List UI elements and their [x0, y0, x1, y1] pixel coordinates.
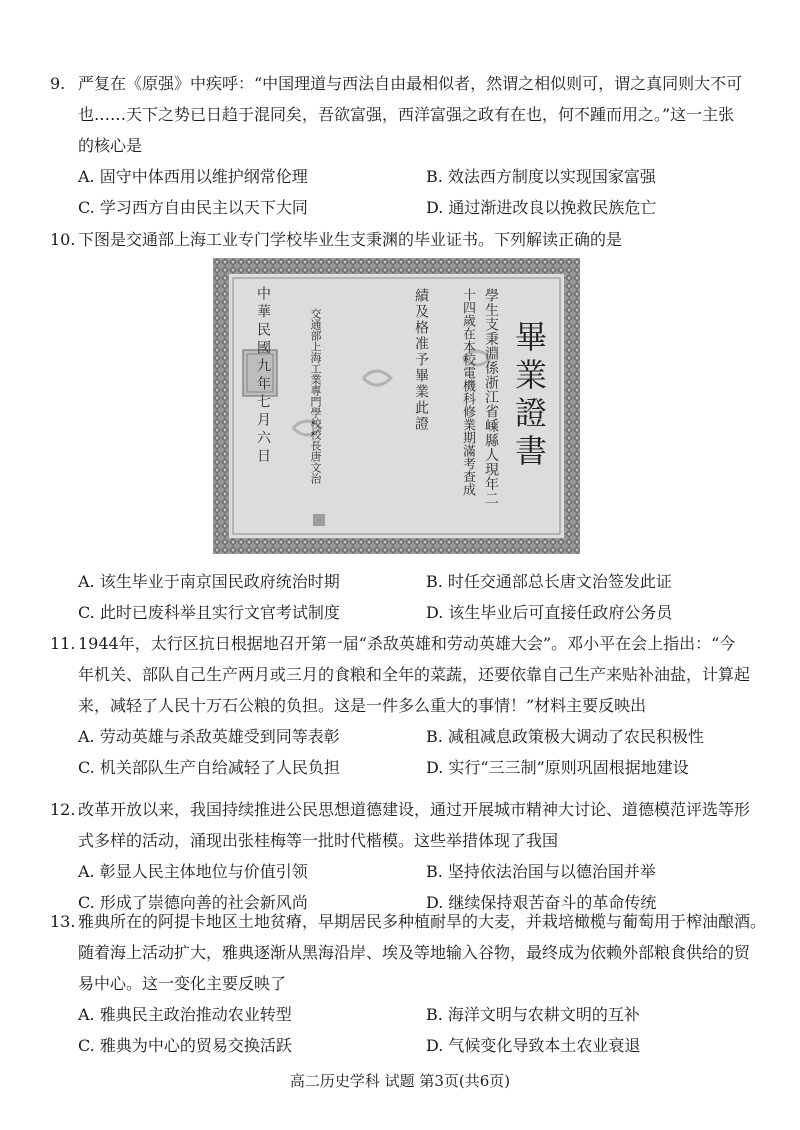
- question-stem: 的核心是: [78, 136, 143, 155]
- question-number: 11.: [50, 634, 76, 653]
- question-stem: 也……天下之势已日趋于混同矣，吾欲富强，西洋富强之政有在也，何不踵而用之。”这一主张: [78, 105, 735, 124]
- option-b: B. 效法西方制度以实现国家富强: [426, 167, 656, 186]
- certificate-signer: 交通部上海工業專門學校校長唐文治: [309, 308, 322, 484]
- question-stem: 易中心。这一变化主要反映了: [78, 974, 287, 993]
- option-c: C. 此时已废科举且实行文官考试制度: [78, 603, 340, 622]
- certificate-text-column: 績及格准予畢業此證: [413, 288, 429, 432]
- option-c: C. 形成了崇德向善的社会新风尚: [78, 893, 308, 912]
- question-number: 10.: [50, 230, 76, 249]
- option-c: C. 学习西方自由民主以天下大同: [78, 198, 308, 217]
- option-a: A. 劳动英雄与杀敌英雄受到同等表彰: [78, 727, 340, 746]
- option-a: A. 彰显人民主体地位与价值引领: [78, 862, 308, 881]
- question-10-options: [50, 566, 770, 628]
- question-stem: 改革开放以来，我国持续推进公民思想道德建设，通过开展城市精神大讨论、道德模范评选等形: [78, 800, 751, 819]
- question-stem: 严复在《原强》中疾呼：“中国理道与西法自由最相似者，然谓之相似则可，谓之真同则大不可: [78, 74, 743, 93]
- question-number: 9.: [50, 74, 66, 93]
- option-a: A. 固守中体西用以维护纲常伦理: [78, 167, 308, 186]
- question-13: [50, 906, 770, 1061]
- question-number: 13.: [50, 912, 76, 931]
- question-stem: 下图是交通部上海工业专门学校毕业生支秉渊的毕业证书。下列解读正确的是: [78, 230, 623, 249]
- option-b: B. 坚持依法治国与以德治国并举: [426, 862, 656, 881]
- question-stem: 随着海上活动扩大，雅典逐渐从黑海沿岸、埃及等地输入谷物，最终成为依赖外部粮食供给的贸: [78, 943, 751, 962]
- graduation-certificate-image: [213, 258, 580, 554]
- option-d: D. 通过渐进改良以挽救民族危亡: [426, 198, 657, 217]
- certificate-date: 中華民國九年七月六日: [255, 286, 271, 466]
- option-d: D. 继续保持艰苦奋斗的革命传统: [426, 893, 657, 912]
- question-stem: 年机关、部队自己生产两月或三月的食粮和全年的菜蔬，还要依靠自己生产来贴补油盐，计算起: [78, 665, 751, 684]
- page-footer: 高二历史学科 试题 第3页(共6页): [289, 1072, 511, 1090]
- certificate-title: 畢業證書: [510, 320, 548, 472]
- question-stem: 来，减轻了人民十万石公粮的负担。这是一件多么重大的事情！”材料主要反映出: [78, 696, 647, 715]
- question-11: [50, 628, 770, 783]
- option-c: C. 机关部队生产自给减轻了人民负担: [78, 758, 340, 777]
- option-a: A. 雅典民主政治推动农业转型: [78, 1005, 292, 1024]
- option-b: B. 减租减息政策极大调动了农民积极性: [426, 727, 704, 746]
- certificate-text-column: 學生支秉淵係浙江省嵊縣人現年二: [483, 288, 499, 506]
- question-number: 12.: [50, 800, 76, 819]
- question-stem: 1944年，太行区抗日根据地召开第一届“杀敌英雄和劳动英雄大会”。邓小平在会上指出：“今: [78, 634, 736, 653]
- question-12: [50, 794, 770, 918]
- option-a: A. 该生毕业于南京国民政府统治时期: [78, 572, 340, 591]
- option-b: B. 海洋文明与农耕文明的互补: [426, 1005, 640, 1024]
- question-stem: 式多样的活动，涌现出张桂梅等一批时代楷模。这些举措体现了我国: [78, 831, 559, 850]
- option-d: D. 气候变化导致本土农业衰退: [426, 1036, 641, 1055]
- question-stem: 雅典所在的阿提卡地区土地贫瘠，早期居民多种植耐旱的大麦，并栽培橄榄与葡萄用于榨油酿酒。: [78, 912, 767, 931]
- option-b: B. 时任交通部总长唐文治签发此证: [426, 572, 672, 591]
- option-c: C. 雅典为中心的贸易交换活跃: [78, 1036, 292, 1055]
- option-d: D. 该生毕业后可直接任政府公务员: [426, 603, 673, 622]
- question-9: [50, 68, 770, 223]
- option-d: D. 实行“三三制”原则巩固根据地建设: [426, 758, 689, 777]
- question-10: [50, 224, 770, 255]
- certificate-text-column: 十四歲在本校電機科修業期滿考查成: [460, 288, 475, 496]
